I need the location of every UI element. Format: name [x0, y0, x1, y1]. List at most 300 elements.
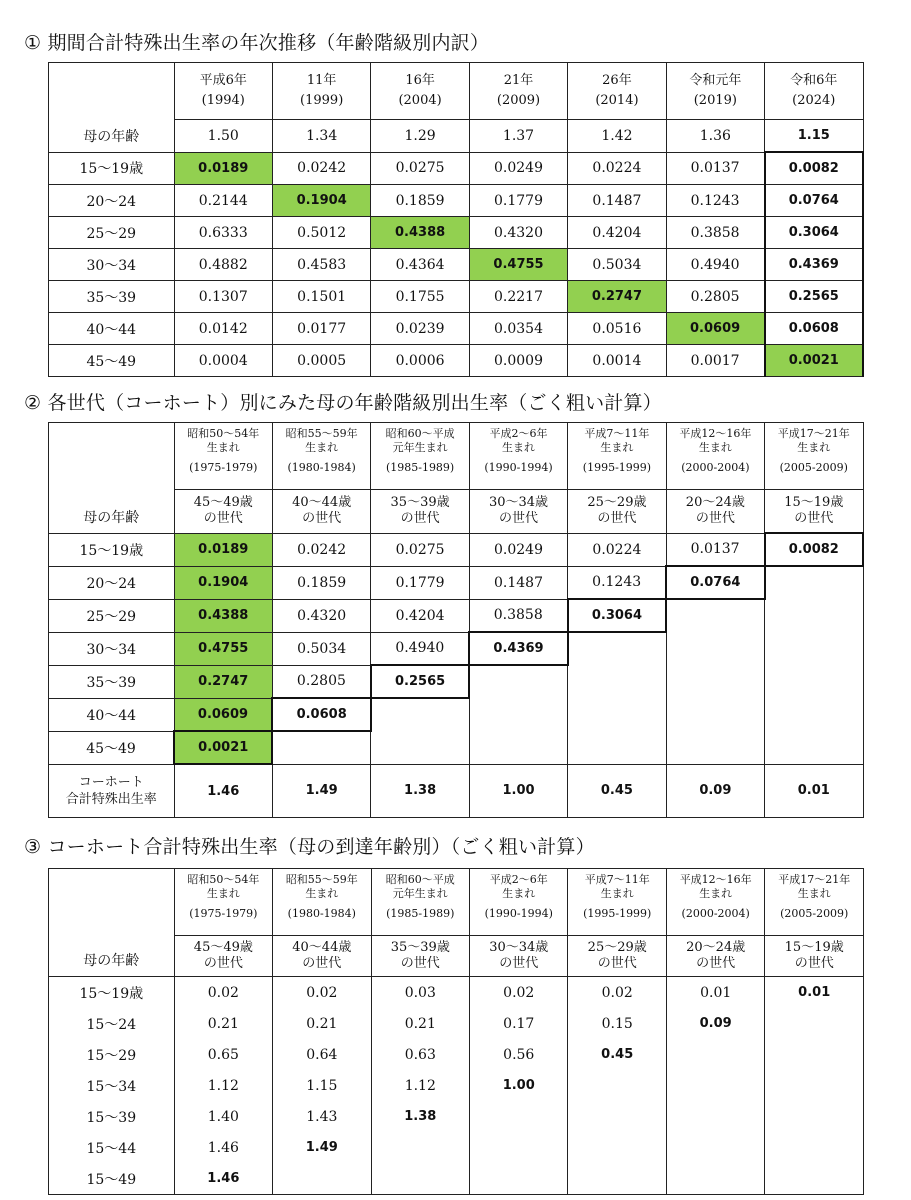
cumulative-cell: 1.40	[174, 1101, 272, 1132]
cohort-birth-suffix: 生まれ	[305, 441, 339, 454]
cumulative-cell: 0.02	[273, 977, 371, 1009]
generation-suffix: の世代	[597, 956, 637, 971]
generation-header	[568, 936, 666, 977]
cumulative-cell	[470, 1132, 568, 1163]
age-label: 35～39	[49, 281, 175, 313]
cohort-years: (1995-1999)	[582, 461, 652, 474]
rate-cell: 0.1755	[371, 281, 469, 313]
year-header	[568, 63, 666, 120]
cumulative-cell	[765, 1163, 864, 1195]
cohort-birth: 昭和55～59年	[285, 873, 358, 886]
generation-header	[174, 936, 272, 977]
cohort-birth: 平成12～16年	[679, 427, 752, 440]
year-era: 11年	[306, 73, 337, 88]
cohort-birth-suffix: 生まれ	[305, 887, 339, 900]
rate-cell: 0.3858	[666, 217, 764, 249]
rate-cell: 0.1904	[174, 566, 272, 599]
rate-cell: 0.2805	[272, 665, 370, 698]
cumulative-cell: 0.15	[568, 1008, 666, 1039]
cohort-years: (1995-1999)	[583, 907, 652, 920]
cumulative-cell: 0.21	[273, 1008, 371, 1039]
cumulative-cell: 0.63	[371, 1039, 469, 1070]
cohort-years: (1990-1994)	[484, 461, 553, 474]
rate-cell	[765, 599, 863, 632]
rate-cell: 0.5034	[272, 632, 370, 665]
rate-cell	[666, 599, 764, 632]
cohort-header	[469, 423, 567, 490]
rate-cell: 0.0608	[765, 313, 863, 345]
generation-header	[174, 490, 272, 534]
generation-suffix: の世代	[499, 956, 539, 971]
cumulative-cell: 0.21	[174, 1008, 272, 1039]
rate-cell: 0.4369	[765, 249, 863, 281]
cumulative-cell: 0.09	[666, 1008, 764, 1039]
cohort-years: (2005-2009)	[780, 907, 849, 920]
cohort-birth: 昭和60～平成	[385, 873, 455, 886]
age-label: 20～24	[49, 566, 175, 599]
generation-age: 45～49歳	[193, 940, 253, 955]
year-number: (1999)	[300, 93, 344, 108]
year-number: (2009)	[496, 93, 541, 108]
age-label: 30～34	[49, 632, 175, 665]
rate-cell: 0.2747	[568, 281, 666, 313]
age-label: 15～34	[49, 1070, 175, 1101]
cohort-years: (1985-1989)	[385, 461, 455, 474]
cohort-header	[666, 869, 764, 936]
cohort-birth: 平成7～11年	[584, 427, 650, 440]
year-header	[174, 63, 272, 120]
age-label: 20～24	[49, 185, 175, 217]
rate-cell	[469, 665, 567, 698]
rate-cell	[765, 632, 863, 665]
rate-cell: 0.3064	[765, 217, 863, 249]
cohort-header	[470, 869, 568, 936]
generation-suffix: の世代	[400, 956, 440, 971]
cohort-cumulative-table	[48, 868, 864, 1195]
cohort-tfr: 1.46	[174, 764, 272, 818]
cohort-header	[174, 869, 272, 936]
cohort-birth-suffix: 元年生まれ	[392, 441, 448, 454]
generation-suffix: の世代	[302, 511, 342, 527]
generation-suffix: の世代	[696, 956, 736, 971]
cohort-tfr: 1.38	[371, 764, 469, 818]
generation-age: 15～19歳	[784, 495, 844, 510]
total-label	[49, 764, 175, 818]
tfr-value: 1.50	[174, 120, 272, 153]
cumulative-cell: 0.21	[371, 1008, 469, 1039]
cohort-birth: 平成17～21年	[777, 427, 850, 440]
rate-cell: 0.0006	[371, 345, 469, 377]
cumulative-cell: 0.17	[470, 1008, 568, 1039]
generation-header	[371, 936, 469, 977]
rate-cell: 0.1779	[371, 566, 469, 599]
cumulative-cell	[765, 1070, 864, 1101]
section1-title: ① 期間合計特殊出生率の年次推移（年齢階級別内訳）	[24, 32, 490, 54]
rate-cell: 0.3858	[469, 599, 567, 632]
rate-cell	[765, 566, 863, 599]
cumulative-cell	[765, 1132, 864, 1163]
age-label: 45～49	[49, 731, 175, 764]
generation-age: 40～44歳	[292, 495, 352, 511]
cohort-birth-suffix: 生まれ	[600, 441, 634, 454]
year-number: (2004)	[398, 93, 442, 108]
rate-cell: 0.0142	[174, 313, 272, 345]
rate-cell: 0.0608	[272, 698, 370, 731]
cohort-birth: 平成2～6年	[489, 427, 548, 440]
cumulative-cell: 0.02	[470, 977, 568, 1009]
rate-cell: 0.4583	[272, 249, 370, 281]
rate-cell	[666, 665, 764, 698]
cohort-header	[568, 869, 666, 936]
generation-header	[568, 490, 666, 534]
rate-cell	[568, 731, 666, 764]
cohort-header	[174, 423, 272, 490]
cohort-years: (1975-1979)	[189, 907, 258, 920]
cumulative-cell	[765, 1039, 864, 1070]
cohort-birth-suffix: 生まれ	[206, 441, 240, 454]
rate-cell: 0.2565	[371, 665, 469, 698]
rate-cell: 0.4320	[272, 599, 370, 632]
generation-header	[765, 936, 864, 977]
corner-cell	[49, 423, 175, 534]
cumulative-cell: 0.03	[371, 977, 469, 1009]
rate-cell: 0.4755	[469, 249, 567, 281]
age-column-header: 母の年齢	[83, 509, 140, 526]
cumulative-cell: 1.43	[273, 1101, 371, 1132]
rate-cell: 0.2565	[765, 281, 863, 313]
cumulative-cell: 0.45	[568, 1039, 666, 1070]
cohort-tfr: 1.49	[272, 764, 370, 818]
cohort-header	[765, 423, 863, 490]
generation-age: 15～19歳	[784, 940, 844, 955]
rate-cell: 0.0137	[666, 533, 764, 566]
cohort-years: (1990-1994)	[484, 907, 553, 920]
year-era: 21年	[503, 73, 534, 88]
year-number: (1994)	[201, 93, 245, 108]
rate-cell: 0.4882	[174, 249, 272, 281]
generation-age: 20～24歳	[686, 940, 746, 955]
cohort-header	[273, 869, 371, 936]
age-label: 15～29	[49, 1039, 175, 1070]
rate-cell: 0.0009	[469, 345, 567, 377]
rate-cell: 0.0516	[568, 313, 666, 345]
total-label-line1: コーホート	[78, 774, 144, 790]
cumulative-cell: 1.49	[273, 1132, 371, 1163]
rate-cell: 0.1904	[272, 185, 370, 217]
cumulative-cell: 1.46	[174, 1132, 272, 1163]
rate-cell: 0.0017	[666, 345, 764, 377]
year-number: (2024)	[792, 93, 836, 108]
cumulative-cell	[568, 1163, 666, 1195]
generation-age: 25～29歳	[587, 495, 647, 511]
rate-cell	[568, 632, 666, 665]
age-label: 45～49	[49, 345, 175, 377]
cohort-birth-suffix: 生まれ	[797, 441, 831, 454]
generation-header	[666, 490, 764, 534]
year-number: (2014)	[595, 93, 639, 108]
cumulative-cell	[568, 1132, 666, 1163]
age-label: 40～44	[49, 698, 175, 731]
cumulative-cell	[371, 1132, 469, 1163]
rate-cell: 0.4940	[371, 632, 469, 665]
section3-title: ③ コーホート合計特殊出生率（母の到達年齢別）（ごく粗い計算）	[24, 836, 595, 858]
section2-title: ② 各世代（コーホート）別にみた母の年齢階級別出生率（ごく粗い計算）	[24, 392, 662, 414]
year-era: 平成6年	[199, 73, 247, 88]
generation-suffix: の世代	[597, 511, 637, 527]
cohort-tfr: 0.45	[568, 764, 666, 818]
generation-header	[765, 490, 863, 534]
rate-cell: 0.0082	[765, 152, 863, 185]
year-header	[272, 63, 370, 120]
generation-suffix: の世代	[203, 956, 243, 971]
cumulative-cell: 0.56	[470, 1039, 568, 1070]
generation-age: 30～34歳	[489, 940, 549, 955]
cumulative-cell: 1.12	[174, 1070, 272, 1101]
cohort-years: (1980-1984)	[287, 461, 356, 474]
cumulative-cell	[765, 1008, 864, 1039]
cohort-years: (2000-2004)	[681, 461, 750, 474]
rate-cell: 0.1859	[272, 566, 370, 599]
year-header	[765, 63, 863, 120]
rate-cell: 0.0242	[272, 152, 370, 185]
rate-cell	[765, 665, 863, 698]
cohort-tfr: 1.00	[469, 764, 567, 818]
cumulative-cell	[666, 1163, 764, 1195]
generation-age: 45～49歳	[193, 495, 253, 511]
tfr-value: 1.15	[765, 120, 863, 153]
cohort-birth-suffix: 生まれ	[206, 887, 240, 900]
rate-cell: 0.0764	[765, 185, 863, 217]
rate-cell: 0.0004	[174, 345, 272, 377]
rate-cell: 0.0764	[666, 566, 764, 599]
cohort-birth-suffix: 生まれ	[502, 887, 536, 900]
rate-cell	[371, 731, 469, 764]
rate-cell: 0.0249	[469, 533, 567, 566]
age-label: 15～19歳	[49, 977, 175, 1009]
rate-cell: 0.4204	[371, 599, 469, 632]
generation-age: 25～29歳	[587, 940, 647, 955]
rate-cell: 0.5012	[272, 217, 370, 249]
rate-cell	[568, 698, 666, 731]
cohort-birth: 平成2～6年	[489, 873, 548, 886]
rate-cell: 0.0249	[469, 152, 567, 185]
period-tfr-table	[48, 62, 864, 377]
rate-cell: 0.1779	[469, 185, 567, 217]
cohort-rate-table	[48, 422, 864, 818]
rate-cell: 0.0005	[272, 345, 370, 377]
rate-cell: 0.1243	[666, 185, 764, 217]
generation-header	[272, 490, 370, 534]
rate-cell: 0.0224	[568, 533, 666, 566]
rate-cell	[371, 698, 469, 731]
tfr-value: 1.34	[272, 120, 370, 153]
generation-header	[470, 936, 568, 977]
rate-cell: 0.0189	[174, 533, 272, 566]
cumulative-cell: 0.01	[666, 977, 764, 1009]
generation-suffix: の世代	[794, 511, 834, 526]
cumulative-cell	[371, 1163, 469, 1195]
age-label: 15～49	[49, 1163, 175, 1195]
rate-cell	[765, 731, 863, 764]
rate-cell: 0.0021	[174, 731, 272, 764]
cohort-birth: 平成7～11年	[584, 873, 650, 886]
rate-cell: 0.0189	[174, 152, 272, 185]
rate-cell: 0.4388	[371, 217, 469, 249]
year-era: 16年	[405, 73, 435, 88]
corner-cell	[49, 869, 175, 977]
rate-cell	[469, 698, 567, 731]
cumulative-cell: 0.64	[273, 1039, 371, 1070]
cumulative-cell	[568, 1101, 666, 1132]
generation-header	[273, 936, 371, 977]
cumulative-cell	[470, 1101, 568, 1132]
age-label: 15～44	[49, 1132, 175, 1163]
age-label: 15～39	[49, 1101, 175, 1132]
cohort-years: (2005-2009)	[779, 461, 848, 474]
cumulative-cell: 1.12	[371, 1070, 469, 1101]
cohort-tfr: 0.01	[765, 764, 863, 818]
rate-cell	[765, 698, 863, 731]
rate-cell: 0.4940	[666, 249, 764, 281]
generation-age: 20～24歳	[685, 495, 745, 511]
cohort-years: (1985-1989)	[386, 907, 455, 920]
cohort-birth: 昭和55～59年	[285, 427, 358, 440]
cohort-header	[765, 869, 864, 936]
age-label: 35～39	[49, 665, 175, 698]
cumulative-cell: 1.15	[273, 1070, 371, 1101]
cohort-birth: 昭和50～54年	[187, 427, 260, 440]
rate-cell: 0.0609	[666, 313, 764, 345]
cohort-header	[568, 423, 666, 490]
rate-cell: 0.4364	[371, 249, 469, 281]
cohort-years: (1980-1984)	[287, 907, 356, 920]
generation-age: 30～34歳	[488, 495, 549, 511]
age-label: 15～19歳	[49, 533, 175, 566]
rate-cell: 0.0082	[765, 533, 863, 566]
rate-cell: 0.2217	[469, 281, 567, 313]
rate-cell: 0.1307	[174, 281, 272, 313]
cohort-birth: 昭和60～平成	[385, 427, 455, 440]
cumulative-cell	[470, 1163, 568, 1195]
cohort-birth: 昭和50～54年	[187, 873, 260, 886]
generation-age: 40～44歳	[292, 940, 352, 955]
tfr-value: 1.29	[371, 120, 469, 153]
cumulative-cell: 1.00	[470, 1070, 568, 1101]
generation-suffix: の世代	[794, 956, 834, 971]
rate-cell: 0.1243	[568, 566, 666, 599]
cumulative-cell: 0.02	[174, 977, 272, 1009]
cumulative-cell: 1.38	[371, 1101, 469, 1132]
rate-cell: 0.0609	[174, 698, 272, 731]
rate-cell: 0.1501	[272, 281, 370, 313]
generation-suffix: の世代	[400, 511, 440, 527]
rate-cell: 0.4388	[174, 599, 272, 632]
generation-header	[469, 490, 567, 534]
rate-cell: 0.2805	[666, 281, 764, 313]
age-label: 15～19歳	[49, 152, 175, 185]
age-label: 40～44	[49, 313, 175, 345]
rate-cell	[666, 632, 764, 665]
rate-cell: 0.6333	[174, 217, 272, 249]
generation-suffix: の世代	[695, 511, 735, 527]
rate-cell: 0.1487	[469, 566, 567, 599]
cohort-years: (2000-2004)	[681, 907, 750, 920]
rate-cell	[666, 731, 764, 764]
rate-cell: 0.1859	[371, 185, 469, 217]
rate-cell: 0.2747	[174, 665, 272, 698]
year-number: (2019)	[693, 93, 737, 108]
generation-suffix: の世代	[499, 511, 539, 527]
rate-cell: 0.2144	[174, 185, 272, 217]
cumulative-cell	[666, 1070, 764, 1101]
rate-cell: 0.4204	[568, 217, 666, 249]
total-label-line2: 合計特殊出生率	[65, 791, 157, 807]
generation-suffix: の世代	[302, 956, 342, 971]
corner-cell	[49, 63, 175, 153]
rate-cell: 0.4369	[469, 632, 567, 665]
cohort-birth: 平成12～16年	[679, 873, 752, 886]
generation-header	[371, 490, 469, 534]
cohort-tfr: 0.09	[666, 764, 764, 818]
rate-cell: 0.0014	[568, 345, 666, 377]
rate-cell: 0.0354	[469, 313, 567, 345]
rate-cell: 0.4755	[174, 632, 272, 665]
year-header	[371, 63, 469, 120]
rate-cell: 0.0275	[371, 533, 469, 566]
rate-cell	[469, 731, 567, 764]
year-header	[666, 63, 764, 120]
rate-cell: 0.0021	[765, 345, 863, 377]
cumulative-cell: 1.46	[174, 1163, 272, 1195]
rate-cell	[568, 665, 666, 698]
rate-cell	[666, 698, 764, 731]
generation-age: 35～39歳	[390, 495, 450, 511]
rate-cell: 0.0239	[371, 313, 469, 345]
cohort-birth-suffix: 生まれ	[600, 887, 634, 900]
cohort-header	[272, 423, 370, 490]
rate-cell	[272, 731, 370, 764]
rate-cell: 0.0137	[666, 152, 764, 185]
rate-cell: 0.5034	[568, 249, 666, 281]
age-label: 25～29	[49, 599, 175, 632]
age-label: 30～34	[49, 249, 175, 281]
age-column-header: 母の年齢	[83, 953, 140, 969]
rate-cell: 0.0177	[272, 313, 370, 345]
generation-header	[666, 936, 764, 977]
cohort-birth-suffix: 生まれ	[699, 887, 733, 900]
cohort-header	[371, 423, 469, 490]
tfr-value: 1.42	[568, 120, 666, 153]
rate-cell: 0.1487	[568, 185, 666, 217]
age-label: 25～29	[49, 217, 175, 249]
cohort-birth-suffix: 生まれ	[502, 441, 535, 454]
cumulative-cell	[666, 1132, 764, 1163]
cohort-birth-suffix: 生まれ	[797, 887, 831, 900]
year-header	[469, 63, 567, 120]
cumulative-cell: 0.65	[174, 1039, 272, 1070]
cumulative-cell	[765, 1101, 864, 1132]
rate-cell: 0.4320	[469, 217, 567, 249]
rate-cell: 0.0275	[371, 152, 469, 185]
year-era: 令和6年	[790, 73, 838, 88]
cumulative-cell	[666, 1039, 764, 1070]
generation-suffix: の世代	[203, 511, 243, 527]
year-era: 令和元年	[689, 73, 742, 88]
rate-cell: 0.3064	[568, 599, 666, 632]
year-era: 26年	[602, 73, 632, 88]
cumulative-cell	[568, 1070, 666, 1101]
age-column-header: 母の年齢	[83, 128, 140, 145]
